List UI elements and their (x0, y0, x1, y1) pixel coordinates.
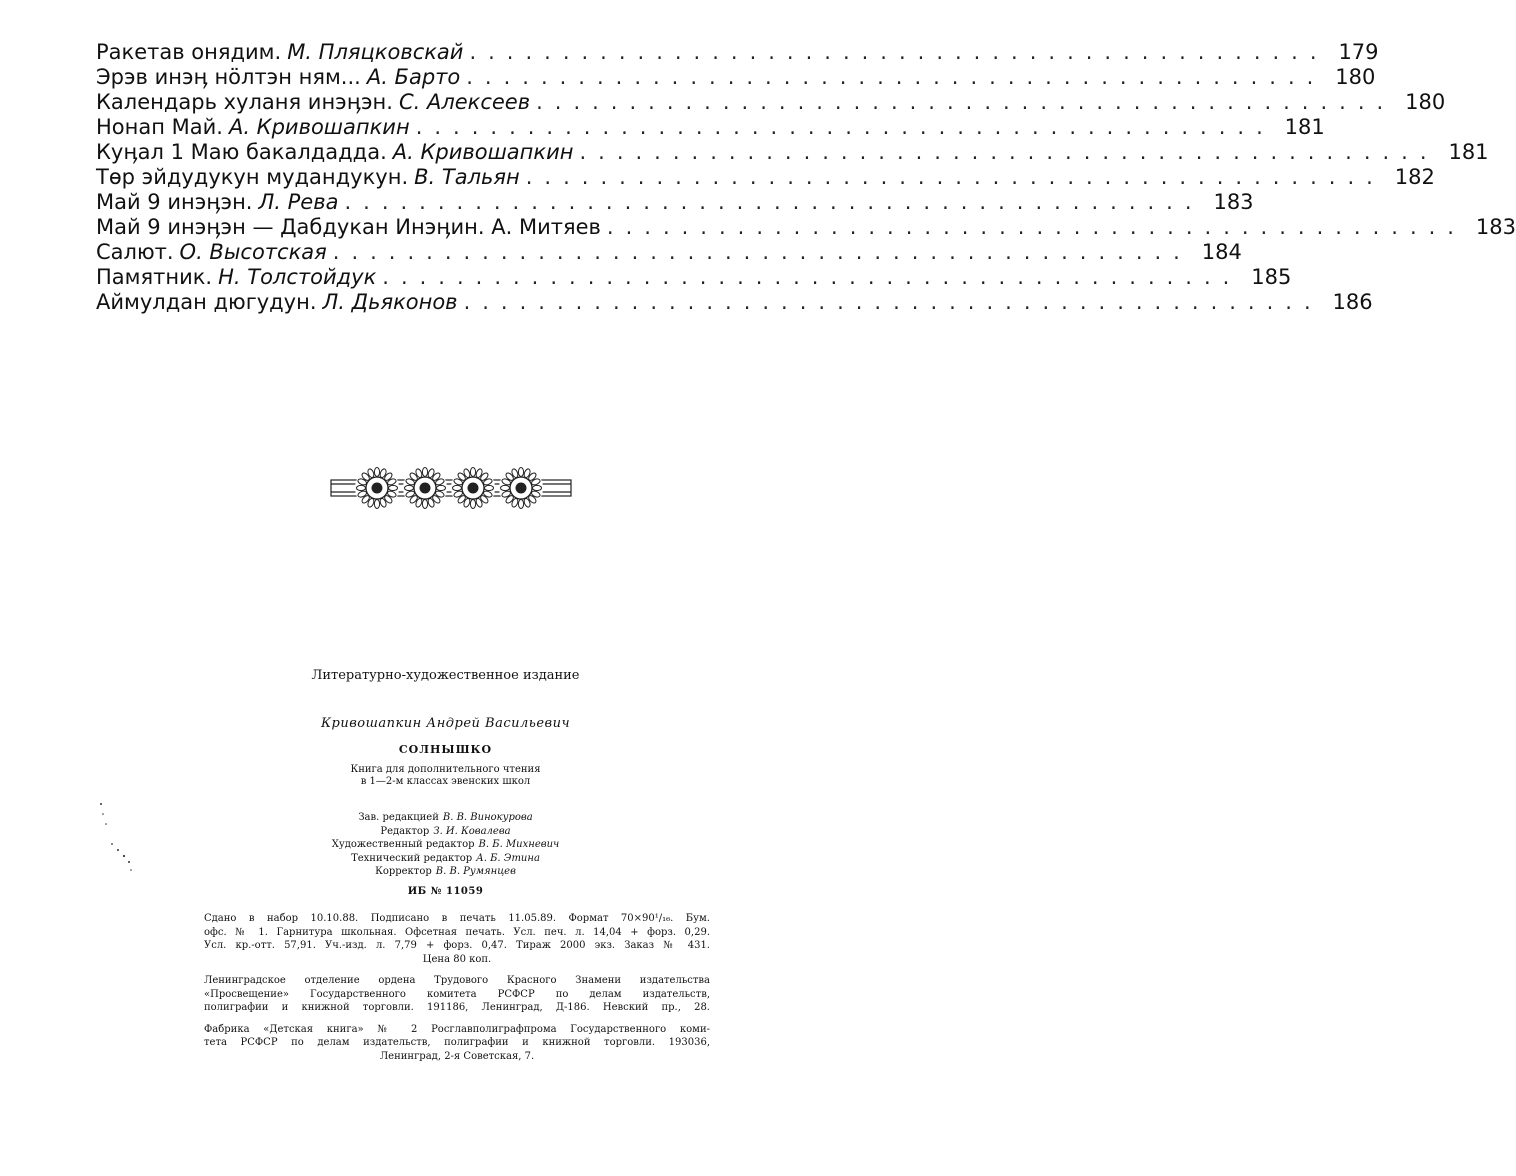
toc-entry-title: Салют. (96, 240, 174, 264)
toc-entry-title: Аймулдан дюгудун. (96, 290, 317, 314)
credit-role: Корректор (375, 866, 432, 877)
specs-line: офс. № 1. Гарнитура школьная. Офсетная печать. Усл. печ. л. 14,04 + форз. 0,29. (204, 926, 710, 938)
publisher-line: «Просвещение» Государственного комитета РСФСР по делам издательств, (204, 988, 710, 1000)
toc-leader-dots: .............................................. (466, 65, 1326, 89)
credit-person: В. В. Румянцев (435, 866, 516, 877)
toc-entry-page: 179 (1338, 40, 1379, 64)
rosette-icon (355, 466, 399, 510)
toc-entry-author: А. Кривошапкин (228, 115, 410, 139)
credit-line (0, 865, 891, 879)
printer-line: Фабрика «Детская книга» № 2 Росглавполиграфпрома Государственного коми- (204, 1023, 710, 1035)
ib-number: ИБ № 11059 (407, 886, 484, 897)
toc-leader-dots: .............................................. (469, 40, 1329, 64)
toc-leader-dots: .............................................. (606, 215, 1466, 239)
toc-leader-dots: .............................................. (344, 190, 1204, 214)
toc-entry-author: В. Тальян (414, 165, 520, 189)
author-name: Кривошапкин Андрей Васильевич (320, 716, 571, 731)
toc-entry-title: Ракетав онядим. (96, 40, 282, 64)
toc-entry-title: Май 9 инэӊэн — Дабдукан Инэӊин. А. Митяев (96, 215, 601, 239)
publisher-line: Ленинградское отделение ордена Трудового Красного Знамени издательства (204, 975, 710, 986)
rosette-icon (499, 466, 543, 510)
credit-person: З. И. Ковалева (433, 825, 511, 837)
credit-role: Зав. редакцией (358, 812, 439, 823)
credits (0, 811, 891, 879)
toc-entry-author: Л. Дьяконов (322, 290, 458, 314)
toc-entry-page: 180 (1405, 90, 1446, 114)
toc-leader-dots: .............................................. (382, 265, 1242, 289)
toc-entry-page: 186 (1332, 290, 1373, 314)
toc-entry-page: 183 (1475, 215, 1516, 239)
edition-type: Литературно-художественное издание (311, 668, 580, 683)
toc-entry-title: Төр эйдудукун мудандукун. (96, 165, 409, 189)
specs-paragraph (204, 912, 710, 966)
toc-entry-author: А. Кривошапкин (392, 140, 574, 164)
toc-entry (96, 165, 1435, 190)
toc-entry-page: 180 (1335, 65, 1376, 89)
toc-entry-title: Нонап Май. (96, 115, 223, 139)
rosette-icon (403, 466, 447, 510)
printer-line: Ленинград, 2-я Советская, 7. (379, 1050, 535, 1062)
publisher-paragraph (204, 974, 710, 1015)
decorative-rosette-border-icon (329, 462, 573, 514)
toc-entry-author: Н. Толстойдук (218, 265, 377, 289)
toc-entry-author: С. Алексеев (398, 90, 531, 114)
rosette-icon (451, 466, 495, 510)
toc-entry (96, 265, 1292, 290)
specs-line: Усл. кр.-отт. 57,91. Уч.-изд. л. 7,79 + форз. 0,47. Тираж 2000 экз. Заказ № 431. (204, 940, 710, 951)
credit-line (0, 811, 891, 825)
book-title: СОЛНЫШКО (398, 743, 493, 756)
toc-entry-title: Куӊал 1 Маю бакалдадда. (96, 140, 387, 164)
toc-leader-dots: .............................................. (463, 290, 1323, 314)
table-of-contents (96, 40, 1516, 315)
toc-entry (96, 65, 1376, 90)
toc-entry (96, 115, 1325, 140)
toc-entry (96, 240, 1242, 265)
toc-entry-author: О. Высотская (179, 240, 327, 264)
credit-person: А. Б. Этина (476, 852, 540, 864)
credit-line (0, 825, 891, 839)
credit-line (0, 838, 891, 852)
toc-entry (96, 90, 1446, 115)
toc-leader-dots: .............................................. (525, 165, 1385, 189)
price-line: Цена 80 коп. (422, 953, 492, 965)
credit-line (0, 852, 891, 866)
toc-leader-dots: .............................................. (415, 115, 1275, 139)
credit-role: Редактор (380, 825, 430, 837)
print-specifications (204, 912, 710, 1071)
book-subtitle-line: Книга для дополнительного чтения (350, 764, 541, 775)
toc-entry-page: 181 (1284, 115, 1325, 139)
toc-entry (96, 140, 1489, 165)
toc-entry-author: Л. Рева (258, 190, 339, 214)
toc-entry-page: 185 (1251, 265, 1292, 289)
printer-line: тета РСФСР по делам издательств, полиграфии и книжной торговли. 193036, (204, 1037, 710, 1048)
toc-entry (96, 290, 1373, 315)
credit-role: Художественный редактор (331, 839, 475, 850)
toc-entry-author: А. Барто (366, 65, 461, 89)
book-subtitle-line: в 1—2-м классах эвенских школ (360, 776, 531, 787)
credit-person: В. Б. Михневич (478, 839, 560, 850)
credit-role: Технический редактор (351, 852, 473, 864)
toc-entry-page: 182 (1394, 165, 1435, 189)
toc-leader-dots: .............................................. (579, 140, 1439, 164)
toc-leader-dots: .............................................. (536, 90, 1396, 114)
toc-leader-dots: .............................................. (332, 240, 1192, 264)
printer-paragraph (204, 1023, 710, 1064)
toc-entry-title: Памятник. (96, 265, 213, 289)
specs-line: Сдано в набор 10.10.88. Подписано в печать 11.05.89. Формат 70×90¹/₁₆. Бум. (204, 913, 710, 924)
toc-entry-page: 181 (1448, 140, 1489, 164)
toc-entry-page: 183 (1213, 190, 1254, 214)
toc-entry (96, 190, 1254, 215)
toc-entry-title: Май 9 инэӊэн. (96, 190, 253, 214)
credit-person: В. В. Винокурова (442, 812, 533, 823)
toc-entry-page: 184 (1201, 240, 1242, 264)
toc-entry-title: Календарь хуланя инэӊэн. (96, 90, 393, 114)
book-subtitle (0, 764, 891, 788)
toc-entry (96, 40, 1379, 65)
toc-entry (96, 215, 1516, 240)
toc-entry-title: Эрэв инэӊ нӧлтэн ням... (96, 65, 361, 89)
toc-entry-author: М. Пляцковскай (287, 40, 464, 64)
publisher-line: полиграфии и книжной торговли. 191186, Ленинград, Д-186. Невский пр., 28. (204, 1002, 710, 1013)
